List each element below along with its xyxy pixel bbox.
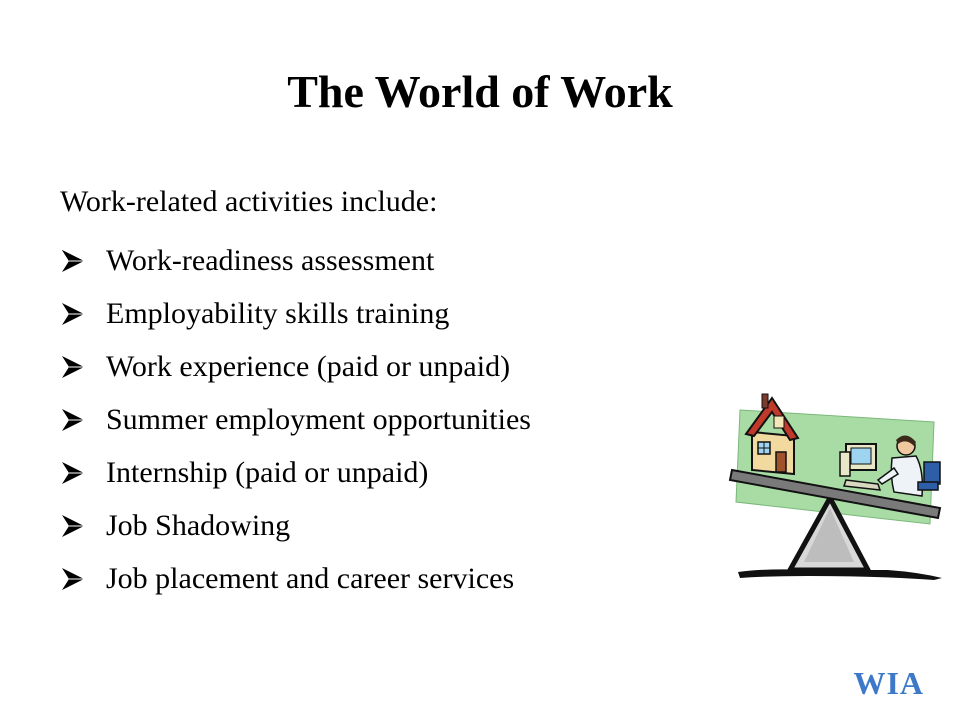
list-item	[60, 234, 531, 287]
house-icon	[746, 394, 798, 474]
arrow-bullet-icon	[60, 566, 86, 592]
activity-list	[60, 234, 531, 605]
bullet-label: Internship (paid or unpaid)	[106, 455, 429, 489]
slide-title: The World of Work	[287, 66, 673, 117]
bullet-label: Job placement and career services	[106, 561, 515, 595]
arrow-bullet-icon	[60, 460, 86, 486]
wia-logo: WIA	[853, 665, 924, 701]
bullet-label: Summer employment opportunities	[106, 402, 531, 436]
arrow-bullet-icon	[60, 301, 86, 327]
bullet-label: Employability skills training	[106, 296, 450, 330]
list-item	[60, 393, 531, 446]
bullet-label: Work experience (paid or unpaid)	[106, 349, 511, 383]
arrow-bullet-icon	[60, 248, 86, 274]
list-item	[60, 340, 531, 393]
bullet-label: Work-readiness assessment	[106, 243, 435, 277]
arrow-bullet-icon	[60, 513, 86, 539]
arrow-bullet-icon	[60, 407, 86, 433]
work-life-balance-seesaw-icon	[728, 392, 950, 584]
list-item	[60, 446, 531, 499]
list-item	[60, 552, 531, 605]
bullet-label: Job Shadowing	[106, 508, 291, 542]
intro-text: Work-related activities include:	[60, 185, 438, 218]
list-item	[60, 499, 531, 552]
arrow-bullet-icon	[60, 354, 86, 380]
list-item	[60, 287, 531, 340]
